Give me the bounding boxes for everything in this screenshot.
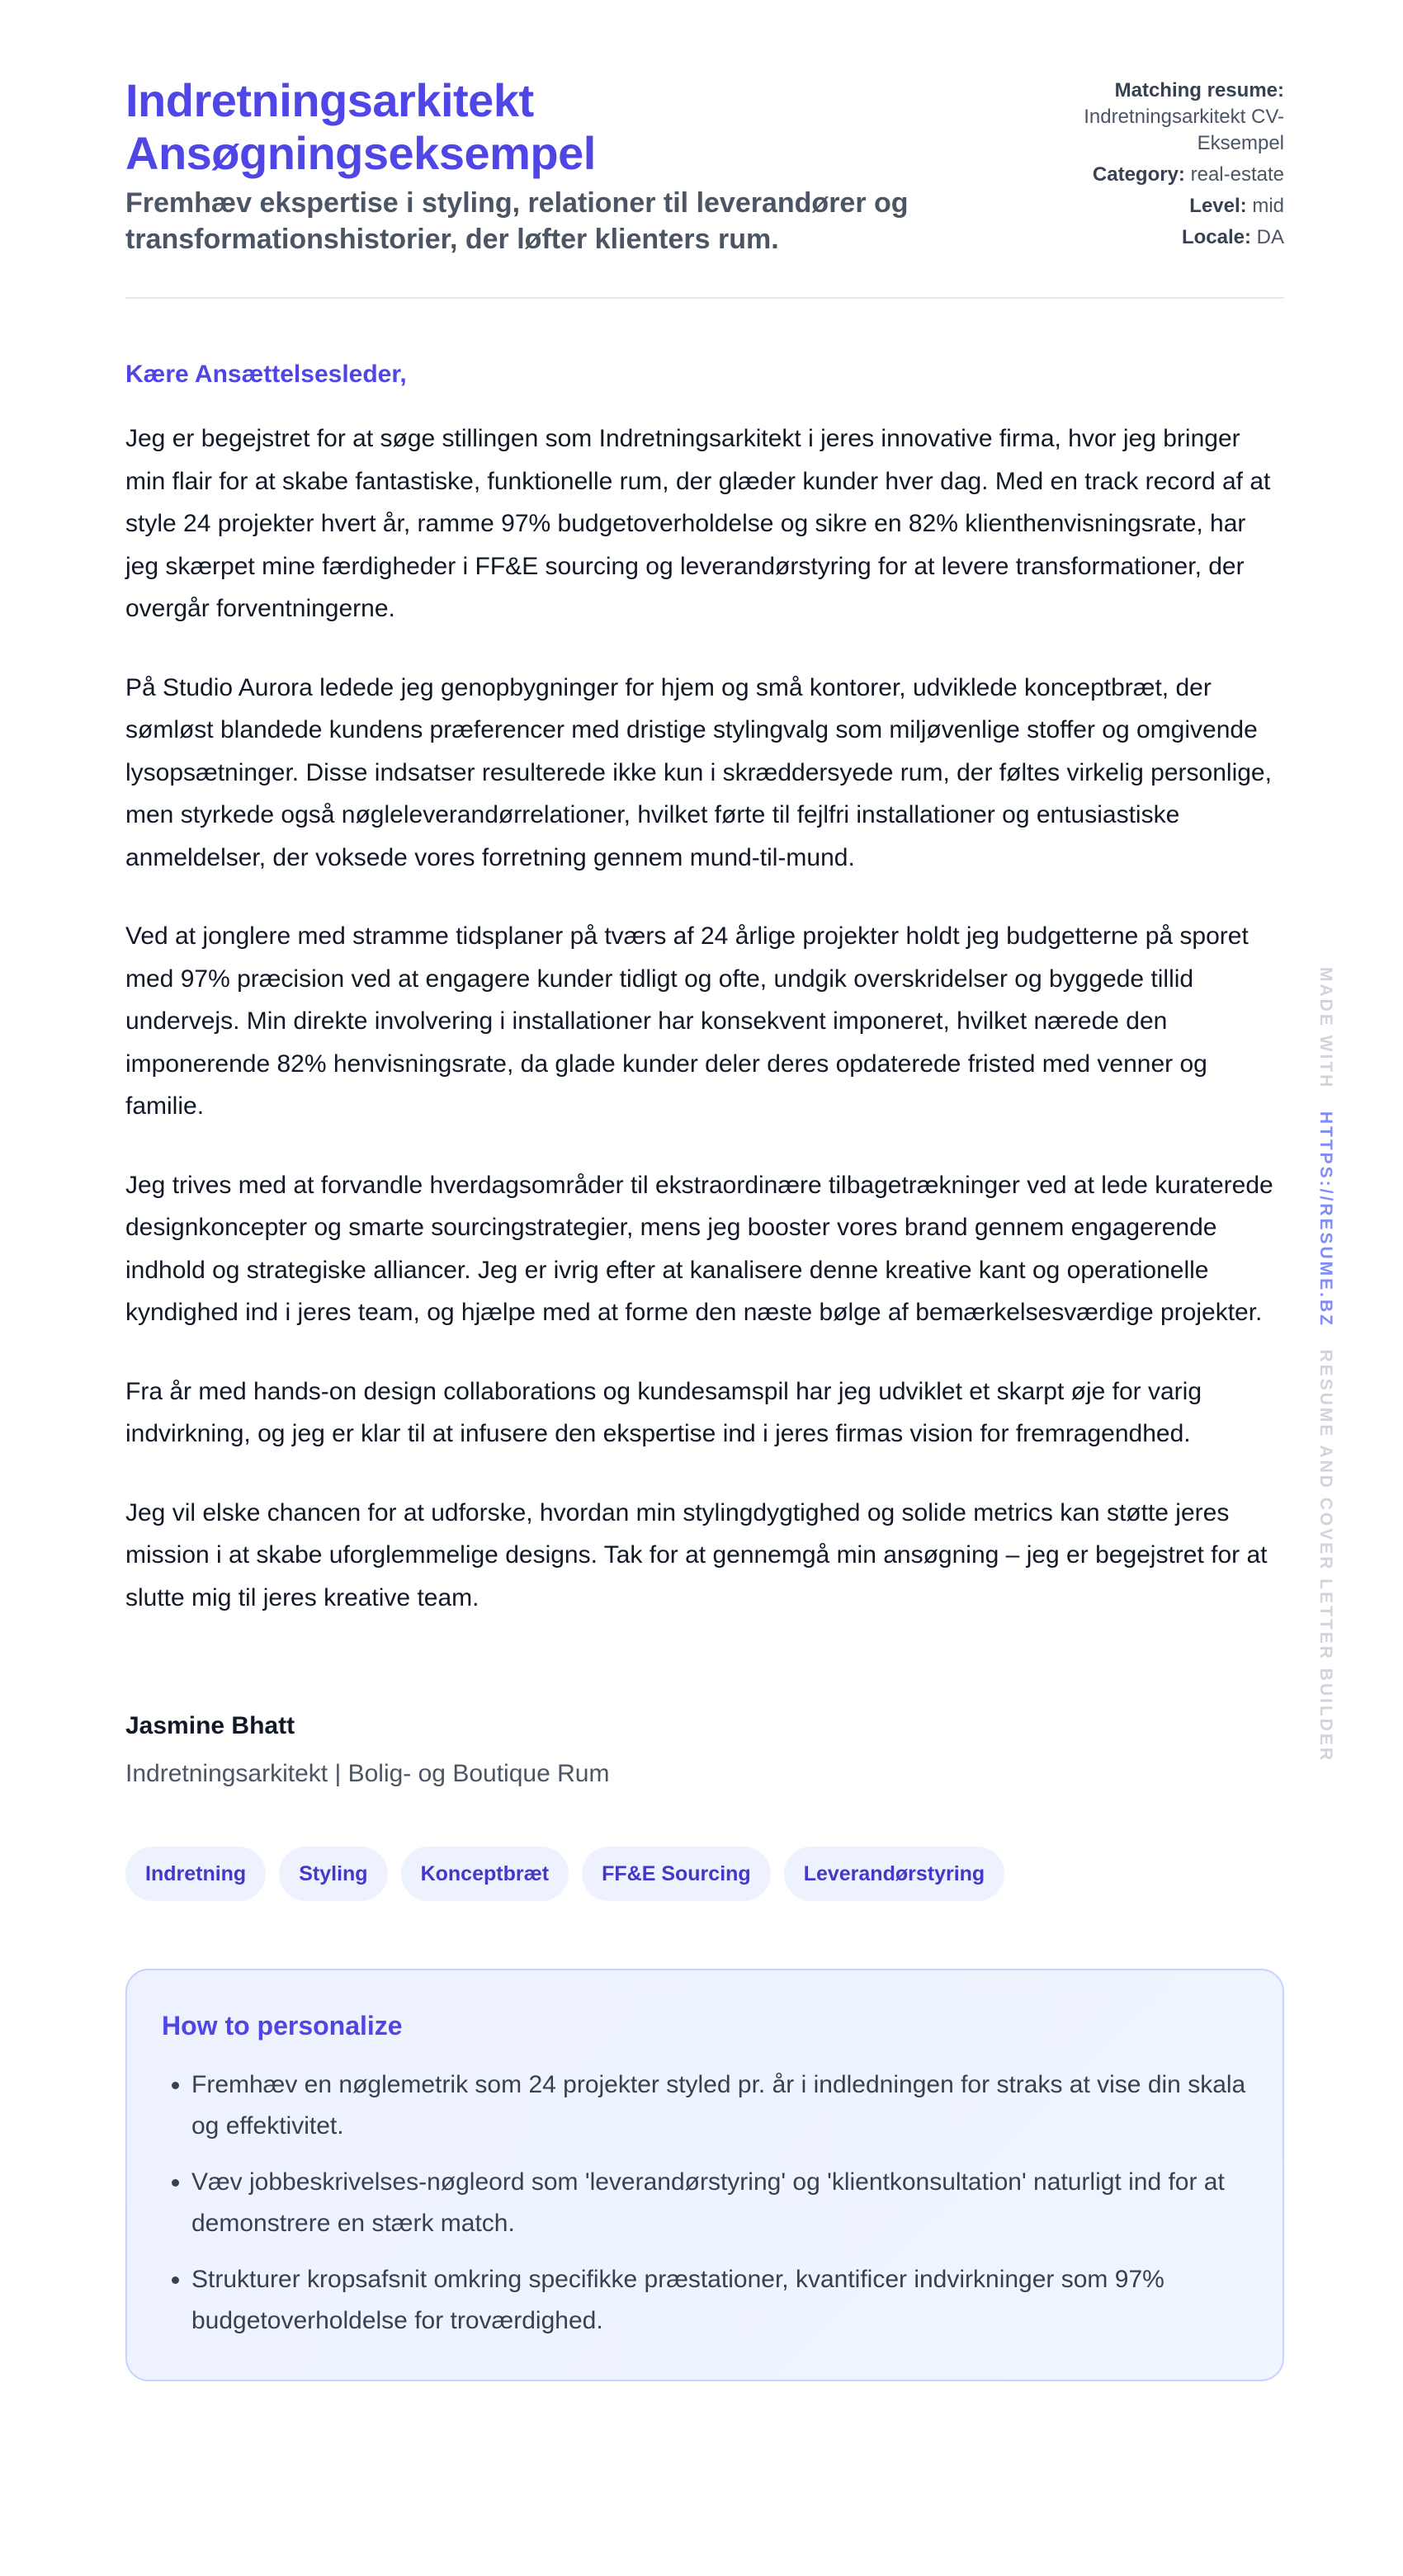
skill-tag[interactable]: Styling bbox=[279, 1847, 387, 1901]
tip-item: • Væv jobbeskrivelses-nøgleord som 'leverandørstyring' og 'klientkonsultation' naturligt ind for at demonstrere en stærk match. bbox=[191, 2162, 1248, 2244]
letter-paragraph-3: Ved at jonglere med stramme tidsplaner på tværs af 24 årlige projekter holdt jeg budgetterne på sporet med 97% præcision ved at engagere kunder tidligt og ofte, undgik overskridelser og byggede tillid undervejs. Min direkte involvering i installationer har konsekvent imponeret, hvilket nærede den imponerende 82% henvisningsrate, da glade kunder deler deres opdaterede fristed med venner og familie. bbox=[125, 922, 1249, 1120]
cover-letter-page bbox=[125, 74, 1284, 2381]
meta-locale-label: Locale: bbox=[1181, 226, 1251, 248]
credit-suffix: RESUME AND COVER LETTER BUILDER bbox=[1316, 1349, 1335, 1763]
personalize-tips-box bbox=[125, 1969, 1284, 2381]
letter-paragraph-4: Jeg trives med at forvandle hverdagsområder til ekstraordinære tilbagetrækninger ved at lede kuraterede designkoncepter og smarte sourcingstrategier, mens jeg booster vores brand gennem engagerende indhold og strategiske alliancer. Jeg er ivrig efter at kanalisere denne kreative kant og operationelle kyndighed ind i jeres team, og hjælpe med at forme den næste bølge af bemærkelsesværdige projekter. bbox=[125, 1171, 1273, 1326]
letter-paragraph-6: Jeg vil elske chancen for at udforske, hvordan min stylingdygtighed og solide metrics kan støtte jeres mission i at skabe uforglemmelige designs. Tak for at gennemgå min ansøgning – jeg er begejstret for at slutte mig til jeres kreative team. bbox=[125, 1498, 1268, 1611]
meta-matching-label: Matching resume: bbox=[1114, 79, 1284, 101]
title-block bbox=[125, 74, 1000, 257]
skill-tag[interactable]: FF&E Sourcing bbox=[582, 1847, 771, 1901]
letter-paragraph-5: Fra år med hands-on design collaborations og kundesamspil har jeg udviklet et skarpt øje for varig indvirkning, og jeg er klar til at infusere den ekspertise ind i jeres firmas vision for fremragendhed. bbox=[125, 1377, 1202, 1447]
meta-level bbox=[1045, 193, 1284, 219]
meta-locale-value: DA bbox=[1256, 226, 1284, 248]
meta-category bbox=[1045, 162, 1284, 188]
meta-matching-resume bbox=[1045, 78, 1284, 157]
signature-name: Jasmine Bhatt bbox=[125, 1712, 295, 1739]
meta-level-value: mid bbox=[1252, 195, 1284, 217]
page-header bbox=[125, 74, 1284, 299]
skill-tag[interactable]: Leverandørstyring bbox=[784, 1847, 1005, 1901]
meta-category-value: real-estate bbox=[1190, 163, 1284, 186]
tips-title: How to personalize bbox=[162, 2011, 403, 2041]
page-title-line-2: Ansøgningseksempel bbox=[125, 127, 596, 179]
meta-category-label: Category: bbox=[1092, 163, 1185, 186]
credit-link[interactable]: HTTPS://RESUME.BZ bbox=[1316, 1111, 1335, 1328]
skill-tags bbox=[125, 1847, 1284, 1901]
skill-tag[interactable]: Indretning bbox=[125, 1847, 266, 1901]
page-title bbox=[125, 74, 1000, 180]
meta-level-label: Level: bbox=[1189, 195, 1247, 217]
page-subtitle: Fremhæv ekspertise i styling, relationer til leverandører og transformationshistorier, der løfter klienters rum. bbox=[125, 187, 909, 255]
letter-salutation: Kære Ansættelsesleder, bbox=[125, 361, 407, 388]
meta-panel bbox=[1045, 78, 1284, 256]
meta-matching-value[interactable]: Indretningsarkitekt CV-Eksempel bbox=[1084, 106, 1284, 154]
meta-locale bbox=[1045, 224, 1284, 251]
tip-item: • Strukturer kropsafsnit omkring specifikke præstationer, kvantificer indvirkninger som 97% budgetoverholdelse for troværdighed. bbox=[191, 2259, 1248, 2342]
tips-list bbox=[162, 2064, 1248, 2342]
signature-title: Indretningsarkitekt | Bolig- og Boutique Rum bbox=[125, 1760, 610, 1787]
letter-paragraph-1: Jeg er begejstret for at søge stillingen som Indretningsarkitekt i jeres innovative firma, hvor jeg bringer min flair for at skabe fantastiske, funktionelle rum, der glæder kunder hver dag. Med en track record af at style 24 projekter hvert år, ramme 97% budgetoverholdelse og sikre en 82% klienthenvisningsrate, har jeg skærpet mine færdigheder i FF&E sourcing og leverandørstyring for at levere transformationer, der overgår forventningerne. bbox=[125, 425, 1271, 622]
skill-tag[interactable]: Konceptbræt bbox=[401, 1847, 569, 1901]
tip-item: • Fremhæv en nøglemetrik som 24 projekter styled pr. år i indledningen for straks at vise din skala og effektivitet. bbox=[191, 2064, 1248, 2147]
letter-paragraph-2: På Studio Aurora ledede jeg genopbygninger for hjem og små kontorer, udviklede konceptbræt, der sømløst blandede kundens præferencer med dristige stylingvalg som miljøvenlige stoffer og omgivende lysopsætninger. Disse indsatser resulterede ikke kun i skræddersyede rum, der føltes virkelig personlige, men styrkede også nøgleleverandørrelationer, hvilket førte til fejlfri installationer og entusiastiske anmeldelser, der voksede vores forretning gennem mund-til-mund. bbox=[125, 673, 1272, 871]
page-title-line-1: Indretningsarkitekt bbox=[125, 74, 534, 126]
credit-prefix: MADE WITH bbox=[1316, 967, 1335, 1090]
side-credit bbox=[1314, 967, 1337, 1763]
